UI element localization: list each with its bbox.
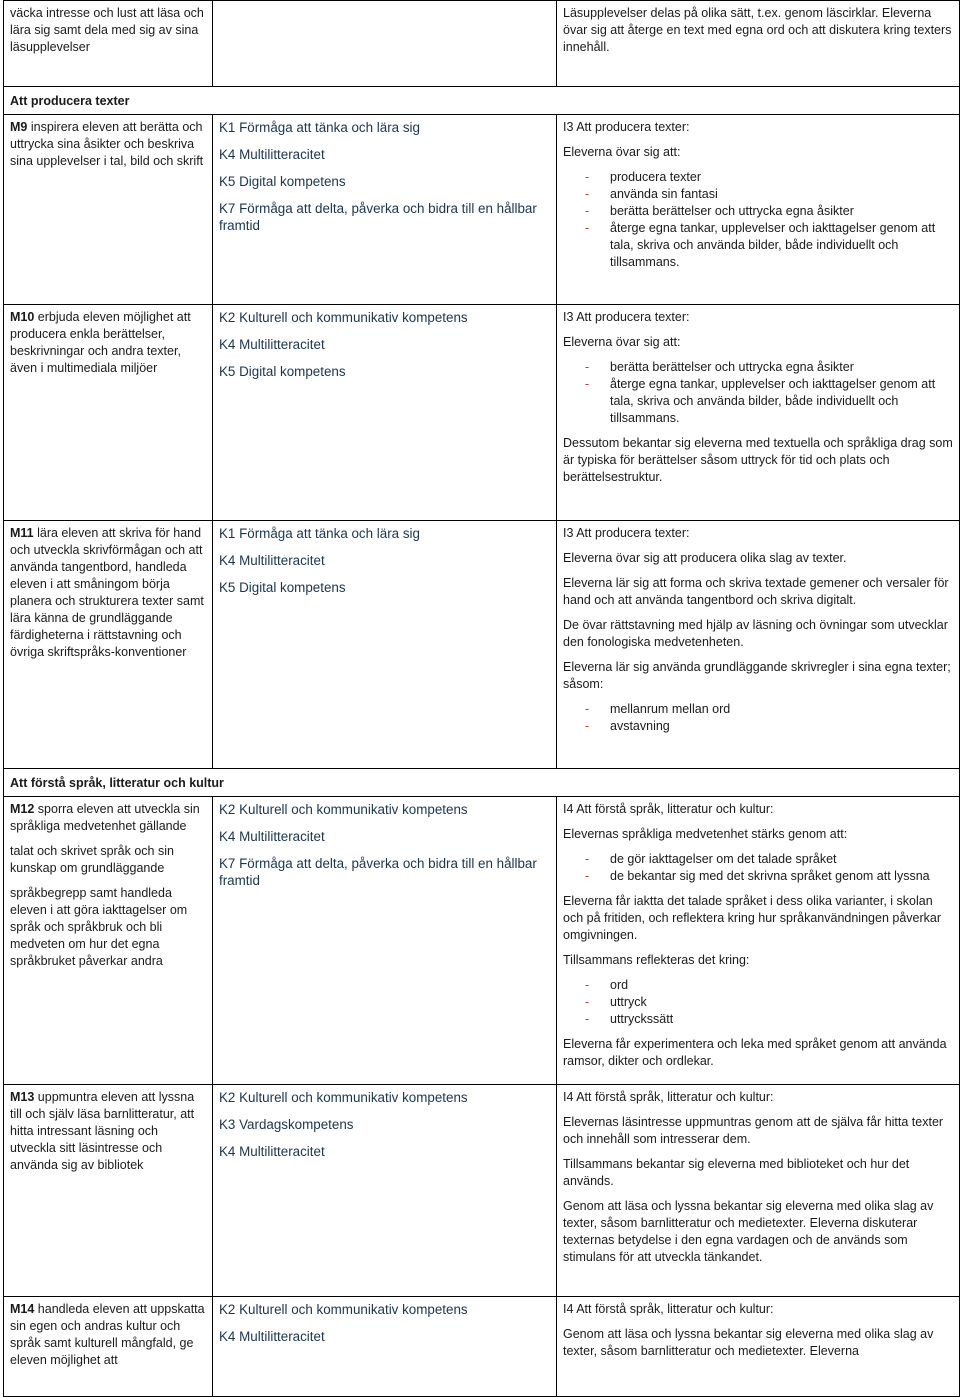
section-row bbox=[4, 87, 960, 115]
goal-cell bbox=[4, 115, 213, 305]
content-intro: Eleverna övar sig att: bbox=[563, 145, 681, 159]
content-list bbox=[563, 359, 953, 427]
competence-item: K4 Multilitteracitet bbox=[219, 829, 325, 844]
goal-code: M9 bbox=[10, 120, 28, 134]
content-paragraph: Eleverna lär sig använda grundläggande skrivregler i sina egna texter; såsom: bbox=[563, 660, 951, 691]
table-row bbox=[4, 1, 960, 87]
competence-item: K4 Multilitteracitet bbox=[219, 1329, 325, 1344]
content-paragraph: Dessutom bekantar sig eleverna med textuella och språkliga drag som är typiska för berättelser såsom uttryck för tid och plats och berättelsestruktur. bbox=[563, 436, 953, 484]
goal-text: uppmuntra eleven att lyssna till och själv läsa barnlitteratur, att hitta intressant läsning och utveckla sitt läsintresse och använda sig av bibliotek bbox=[10, 1090, 195, 1172]
goal-text: talat och skrivet språk och sin kunskap om grundläggande bbox=[10, 844, 174, 875]
competence-item: K3 Vardagskompetens bbox=[219, 1117, 354, 1132]
goal-text: sporra eleven att utveckla sin språkliga medvetenhet gällande bbox=[10, 802, 200, 833]
list-item: - mellanrum mellan ord bbox=[563, 701, 953, 718]
goal-cell bbox=[4, 1, 213, 87]
table-row bbox=[4, 1085, 960, 1297]
content-title: I4 Att förstå språk, litteratur och kultur: bbox=[563, 1090, 774, 1104]
goal-cell bbox=[4, 521, 213, 769]
competence-cell bbox=[213, 305, 557, 521]
list-item: - berätta berättelser och uttrycka egna åsikter bbox=[563, 359, 953, 376]
content-paragraph: De övar rättstavning med hjälp av läsning och övningar som utvecklar den fonologiska medvetenheten. bbox=[563, 618, 948, 649]
list-item: - uttryckssätt bbox=[563, 1011, 953, 1028]
competence-item: K2 Kulturell och kommunikativ kompetens bbox=[219, 1090, 468, 1105]
goal-text: erbjuda eleven möjlighet att producera enkla berättelser, beskrivningar och andra texter, även i multimediala miljöer bbox=[10, 310, 191, 375]
content-cell bbox=[557, 521, 960, 769]
content-paragraph: Elevernas läsintresse uppmuntras genom att de själva får hitta texter och innehåll som intresserar dem. bbox=[563, 1115, 944, 1146]
content-cell bbox=[557, 1297, 960, 1397]
competence-item: K4 Multilitteracitet bbox=[219, 1144, 325, 1159]
content-paragraph: Genom att läsa och lyssna bekantar sig eleverna med olika slag av texter, såsom barnlitteratur och medietexter. Eleverna bbox=[563, 1327, 934, 1358]
competence-item: K2 Kulturell och kommunikativ kompetens bbox=[219, 1302, 468, 1317]
competence-item: K7 Förmåga att delta, påverka och bidra till en hållbar framtid bbox=[219, 856, 537, 888]
content-text: Läsupplevelser delas på olika sätt, t.ex. genom läscirklar. Eleverna övar sig att återge en text med egna ord och att diskutera kring texters innehåll. bbox=[563, 6, 952, 54]
content-paragraph: Tillsammans bekantar sig eleverna med biblioteket och hur det används. bbox=[563, 1157, 910, 1188]
content-intro: Eleverna övar sig att: bbox=[563, 335, 681, 349]
content-title: I4 Att förstå språk, litteratur och kultur: bbox=[563, 802, 774, 816]
content-paragraph: Genom att läsa och lyssna bekantar sig eleverna med olika slag av texter, såsom barnlitteratur och medietexter. Eleverna diskuterar texternas betydelse i den egna vardagen och de används som stimulans för att utveckla tänkandet. bbox=[563, 1199, 934, 1264]
section-heading: Att producera texter bbox=[10, 94, 130, 108]
goal-text: väcka intresse och lust att läsa och lära sig samt dela med sig av sina läsupplevelser bbox=[10, 6, 204, 54]
content-list bbox=[563, 851, 953, 885]
table-row bbox=[4, 797, 960, 1085]
competence-item: K5 Digital kompetens bbox=[219, 364, 346, 379]
goal-cell bbox=[4, 797, 213, 1085]
content-title: I3 Att producera texter: bbox=[563, 310, 690, 324]
goal-code: M13 bbox=[10, 1090, 35, 1104]
list-item: - de gör iakttagelser om det talade språket bbox=[563, 851, 953, 868]
list-item: - avstavning bbox=[563, 718, 953, 735]
goal-code: M14 bbox=[10, 1302, 35, 1316]
table-row bbox=[4, 1297, 960, 1397]
content-title: I3 Att producera texter: bbox=[563, 526, 690, 540]
competence-item: K2 Kulturell och kommunikativ kompetens bbox=[219, 802, 468, 817]
competence-item: K4 Multilitteracitet bbox=[219, 553, 325, 568]
content-title: I3 Att producera texter: bbox=[563, 120, 690, 134]
curriculum-table bbox=[3, 0, 960, 1397]
goal-text: lära eleven att skriva för hand och utveckla skrivförmågan och att använda tangentbord, handleda eleven i att småningom börja planera och strukturera texter samt lära känna de grundläggande färdigheterna i rättstavning och övriga skriftspråks-konventioner bbox=[10, 526, 204, 659]
list-item: - berätta berättelser och uttrycka egna åsikter bbox=[563, 203, 953, 220]
list-item: - uttryck bbox=[563, 994, 953, 1011]
goal-cell bbox=[4, 1085, 213, 1297]
goal-code: M12 bbox=[10, 802, 35, 816]
content-intro: Elevernas språkliga medvetenhet stärks genom att: bbox=[563, 827, 848, 841]
competence-item: K5 Digital kompetens bbox=[219, 580, 346, 595]
table-row bbox=[4, 115, 960, 305]
goal-code: M11 bbox=[10, 526, 34, 540]
competence-cell bbox=[213, 115, 557, 305]
content-cell bbox=[557, 797, 960, 1085]
section-heading: Att förstå språk, litteratur och kultur bbox=[10, 776, 224, 790]
goal-cell bbox=[4, 305, 213, 521]
goal-text: språkbegrepp samt handleda eleven i att göra iakttagelser om språk och språkbruk och bli medveten om hur det egna språkbruket påverkar andra bbox=[10, 886, 188, 968]
content-paragraph: Eleverna får experimentera och leka med språket genom att använda ramsor, dikter och ordlekar. bbox=[563, 1037, 947, 1068]
content-cell bbox=[557, 305, 960, 521]
content-title: I4 Att förstå språk, litteratur och kultur: bbox=[563, 1302, 774, 1316]
content-cell bbox=[557, 1085, 960, 1297]
competence-item: K4 Multilitteracitet bbox=[219, 337, 325, 352]
section-row bbox=[4, 769, 960, 797]
list-item: - ord bbox=[563, 977, 953, 994]
content-cell bbox=[557, 1, 960, 87]
goal-code: M10 bbox=[10, 310, 35, 324]
competence-item: K4 Multilitteracitet bbox=[219, 147, 325, 162]
competence-item: K5 Digital kompetens bbox=[219, 174, 346, 189]
content-list bbox=[563, 701, 953, 735]
table-row bbox=[4, 305, 960, 521]
competence-item: K7 Förmåga att delta, påverka och bidra till en hållbar framtid bbox=[219, 201, 537, 233]
content-paragraph: Tillsammans reflekteras det kring: bbox=[563, 953, 750, 967]
goal-text: inspirera eleven att berätta och uttrycka sina åsikter och beskriva sina upplevelser i tal, bild och skrift bbox=[10, 120, 204, 168]
content-paragraph: Eleverna lär sig att forma och skriva textade gemener och versaler för hand och att använda tangentbord och skriva digitalt. bbox=[563, 576, 949, 607]
goal-cell bbox=[4, 1297, 213, 1397]
competence-item: K2 Kulturell och kommunikativ kompetens bbox=[219, 310, 468, 325]
competence-cell bbox=[213, 1085, 557, 1297]
content-list bbox=[563, 977, 953, 1028]
content-paragraph: Eleverna övar sig att producera olika slag av texter. bbox=[563, 551, 847, 565]
list-item: - de bekantar sig med det skrivna språket genom att lyssna bbox=[563, 868, 953, 885]
list-item: - återge egna tankar, upplevelser och iakttagelser genom att tala, skriva och använda bilder, både individuellt och tillsammans. bbox=[563, 376, 953, 427]
competence-cell bbox=[213, 521, 557, 769]
competence-item: K1 Förmåga att tänka och lära sig bbox=[219, 120, 420, 135]
competence-cell bbox=[213, 1297, 557, 1397]
competence-item: K1 Förmåga att tänka och lära sig bbox=[219, 526, 420, 541]
list-item: - återge egna tankar, upplevelser och iakttagelser genom att tala, skriva och använda bilder, både individuellt och tillsammans. bbox=[563, 220, 953, 271]
content-paragraph: Eleverna får iaktta det talade språket i dess olika varianter, i skolan och på fritiden, och reflektera kring hur språkanvändningen påverkar omgivningen. bbox=[563, 894, 941, 942]
content-list bbox=[563, 169, 953, 271]
list-item: - producera texter bbox=[563, 169, 953, 186]
competence-cell bbox=[213, 1, 557, 87]
list-item: - använda sin fantasi bbox=[563, 186, 953, 203]
content-cell bbox=[557, 115, 960, 305]
competence-cell bbox=[213, 797, 557, 1085]
goal-text: handleda eleven att uppskatta sin egen och andras kultur och språk samt kulturell mångfald, ge eleven möjlighet att bbox=[10, 1302, 205, 1367]
table-row bbox=[4, 521, 960, 769]
